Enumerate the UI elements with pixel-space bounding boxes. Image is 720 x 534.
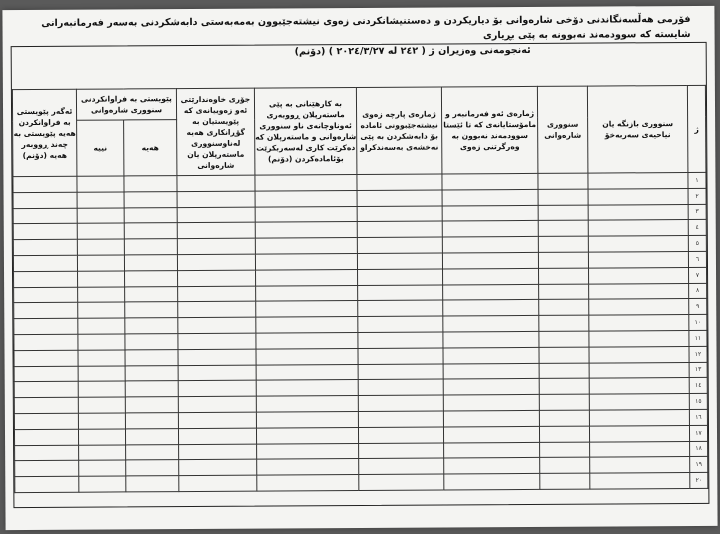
- table-cell[interactable]: [14, 334, 78, 350]
- table-cell[interactable]: [125, 334, 178, 350]
- table-cell[interactable]: [444, 458, 540, 474]
- table-cell[interactable]: [442, 189, 538, 205]
- table-cell[interactable]: [540, 442, 590, 458]
- table-cell[interactable]: [125, 286, 178, 302]
- row-number: ١٧: [689, 425, 707, 441]
- table-cell[interactable]: [588, 220, 688, 236]
- table-cell[interactable]: [255, 206, 357, 222]
- table-cell[interactable]: [178, 317, 256, 333]
- table-row: [15, 473, 708, 493]
- table-cell[interactable]: [255, 190, 357, 206]
- table-cell[interactable]: [79, 476, 126, 492]
- table-cell[interactable]: [13, 176, 77, 192]
- table-cell[interactable]: [443, 426, 539, 442]
- table-cell[interactable]: [588, 188, 688, 204]
- table-cell[interactable]: [357, 190, 442, 206]
- table-cell[interactable]: [357, 253, 442, 269]
- table-cell[interactable]: [78, 318, 125, 334]
- table-cell[interactable]: [125, 381, 178, 397]
- table-cell[interactable]: [78, 429, 125, 445]
- table-cell[interactable]: [357, 237, 442, 253]
- table-cell[interactable]: [589, 315, 689, 331]
- table-cell[interactable]: [588, 251, 688, 267]
- table-cell[interactable]: [539, 315, 589, 331]
- table-cell[interactable]: [15, 461, 79, 477]
- table-cell[interactable]: [177, 254, 255, 270]
- table-cell[interactable]: [14, 350, 78, 366]
- table-cell[interactable]: [15, 445, 79, 461]
- table-cell[interactable]: [540, 473, 590, 489]
- table-cell[interactable]: [442, 237, 538, 253]
- table-cell[interactable]: [539, 363, 589, 379]
- table-cell[interactable]: [78, 271, 125, 287]
- table-cell[interactable]: [358, 316, 443, 332]
- table-cell[interactable]: [126, 444, 179, 460]
- table-cell[interactable]: [13, 192, 77, 208]
- table-cell[interactable]: [442, 173, 538, 189]
- table-cell[interactable]: [77, 255, 124, 271]
- table-cell[interactable]: [358, 379, 443, 395]
- table-cell[interactable]: [443, 410, 539, 426]
- row-number: ٧: [689, 267, 707, 283]
- table-cell[interactable]: [14, 287, 78, 303]
- form-title-line2: ئەنجومەنی وەزیران ژ ( ٢٤٢ لە ٢٠٢٤/٣/٢٧ ) (دۆنم): [294, 44, 531, 58]
- table-cell[interactable]: [256, 269, 358, 285]
- table-cell[interactable]: [588, 172, 688, 188]
- header-municipality: سنووری شارەوانی: [537, 86, 588, 173]
- table-cell[interactable]: [256, 332, 358, 348]
- header-area-needed: ئەگەر پێویستی بە فراوانکردن هەیە پێویستی بە چەند ڕووبەر هەیە (دۆنم): [12, 89, 77, 176]
- table-cell[interactable]: [255, 175, 357, 191]
- table-cell[interactable]: [77, 239, 124, 255]
- table-cell[interactable]: [78, 350, 125, 366]
- table-cell[interactable]: [78, 365, 125, 381]
- table-cell[interactable]: [589, 394, 689, 410]
- row-number: ١٩: [690, 457, 708, 473]
- table-cell[interactable]: [178, 302, 256, 318]
- table-cell[interactable]: [178, 412, 256, 428]
- table-cell[interactable]: [358, 427, 443, 443]
- table-cell[interactable]: [256, 285, 358, 301]
- table-cell[interactable]: [78, 397, 125, 413]
- table-cell[interactable]: [257, 443, 359, 459]
- table-cell[interactable]: [357, 174, 442, 190]
- header-teachers: ژمارەی ئەو فەرمانبەر و مامۆستایانەی کە تا ئێستا سوودمەند نەبوون بە وەرگرتنی زەوی: [441, 86, 538, 174]
- table-cell[interactable]: [443, 379, 539, 395]
- table-cell[interactable]: [124, 191, 177, 207]
- table-cell[interactable]: [124, 176, 177, 192]
- table-cell[interactable]: [14, 303, 78, 319]
- table-cell[interactable]: [443, 316, 539, 332]
- table-cell[interactable]: [177, 207, 255, 223]
- assessment-table: [12, 85, 708, 493]
- table-cell[interactable]: [358, 300, 443, 316]
- table-cell[interactable]: [124, 239, 177, 255]
- table-cell[interactable]: [179, 444, 257, 460]
- table-cell[interactable]: [358, 269, 443, 285]
- row-number: ٤: [688, 220, 706, 236]
- table-cell[interactable]: [443, 268, 539, 284]
- table-cell[interactable]: [539, 426, 589, 442]
- table-cell[interactable]: [77, 176, 124, 192]
- table-cell[interactable]: [125, 428, 178, 444]
- table-cell[interactable]: [538, 205, 588, 221]
- table-cell[interactable]: [178, 349, 256, 365]
- table-cell[interactable]: [539, 378, 589, 394]
- table-cell[interactable]: [78, 302, 125, 318]
- table-cell[interactable]: [255, 253, 357, 269]
- table-cell[interactable]: [444, 474, 540, 490]
- table-cell[interactable]: [124, 207, 177, 223]
- table-cell[interactable]: [125, 349, 178, 365]
- table-cell[interactable]: [178, 396, 256, 412]
- table-cell[interactable]: [179, 475, 257, 491]
- form-frame: [11, 42, 710, 508]
- table-cell[interactable]: [256, 380, 358, 396]
- row-number: ١٠: [689, 315, 707, 331]
- form-title-line1: فۆرمی هەڵسەنگاندنی دۆخی شارەوانی بۆ دیاریکردن و دەستنیشانکردنی زەوی نیشتەجێبوون بەمەبەستی دابەشکردنی بەسەر فەرمانبەرانی شایستە کە سوودمەند نەبوونە بە پێی بڕیاری: [41, 13, 691, 42]
- table-cell[interactable]: [256, 348, 358, 364]
- table-cell[interactable]: [79, 444, 126, 460]
- table-cell[interactable]: [359, 443, 444, 459]
- table-cell[interactable]: [126, 460, 179, 476]
- table-cell[interactable]: [539, 284, 589, 300]
- header-no: نییە: [77, 120, 124, 176]
- table-cell[interactable]: [443, 331, 539, 347]
- header-land-plots: ژمارەی پارچە زەوی نیشتەجێبوونی ئامادە بۆ دابەشکردن بە پێی نەخشەی بەسەندکراو: [356, 87, 442, 175]
- table-cell[interactable]: [358, 364, 443, 380]
- row-number: ١٤: [689, 378, 707, 394]
- row-number: ٥: [688, 236, 706, 252]
- table-cell[interactable]: [256, 396, 358, 412]
- row-number: ١٨: [690, 441, 708, 457]
- row-number: ٨: [689, 283, 707, 299]
- table-cell[interactable]: [358, 285, 443, 301]
- row-number: ٩: [689, 299, 707, 315]
- table-cell[interactable]: [14, 318, 78, 334]
- table-cell[interactable]: [256, 364, 358, 380]
- table-cell[interactable]: [124, 255, 177, 271]
- table-cell[interactable]: [178, 365, 256, 381]
- table-cell[interactable]: [588, 204, 688, 220]
- table-cell[interactable]: [539, 331, 589, 347]
- table-cell[interactable]: [442, 221, 538, 237]
- table-cell[interactable]: [178, 270, 256, 286]
- header-expansion: پێویستی بە فراوانکردنی سنووری شارەوانی: [76, 89, 176, 121]
- table-cell[interactable]: [359, 458, 444, 474]
- table-cell[interactable]: [79, 460, 126, 476]
- header-area: سنووری بازنگە یان نیاحیەی سەربەخۆ: [587, 85, 688, 173]
- table-cell[interactable]: [589, 362, 689, 378]
- table-cell[interactable]: [358, 332, 443, 348]
- table-cell[interactable]: [78, 381, 125, 397]
- table-cell[interactable]: [590, 457, 690, 473]
- table-cell[interactable]: [443, 347, 539, 363]
- table-cell[interactable]: [178, 333, 256, 349]
- form-paper: [2, 6, 717, 530]
- table-cell[interactable]: [15, 476, 79, 492]
- table-cell[interactable]: [14, 271, 78, 287]
- table-cell[interactable]: [178, 286, 256, 302]
- header-number: ژ: [687, 85, 706, 172]
- table-cell[interactable]: [125, 413, 178, 429]
- table-cell[interactable]: [125, 397, 178, 413]
- table-cell[interactable]: [357, 206, 442, 222]
- table-cell[interactable]: [257, 475, 359, 491]
- table-cell[interactable]: [14, 429, 78, 445]
- table-cell[interactable]: [588, 236, 688, 252]
- table-cell[interactable]: [78, 413, 125, 429]
- table-cell[interactable]: [442, 252, 538, 268]
- table-cell[interactable]: [538, 220, 588, 236]
- table-cell[interactable]: [14, 382, 78, 398]
- table-cell[interactable]: [14, 413, 78, 429]
- row-number: ١٥: [689, 394, 707, 410]
- table-cell[interactable]: [14, 397, 78, 413]
- table-cell[interactable]: [177, 191, 255, 207]
- header-yes: هەیە: [124, 120, 177, 176]
- row-number: ٣: [688, 204, 706, 220]
- table-cell[interactable]: [589, 267, 689, 283]
- table-cell[interactable]: [589, 378, 689, 394]
- table-cell[interactable]: [443, 300, 539, 316]
- row-number: ٢٠: [690, 473, 708, 489]
- table-cell[interactable]: [256, 301, 358, 317]
- table-cell[interactable]: [443, 284, 539, 300]
- table-cell[interactable]: [179, 459, 257, 475]
- table-cell[interactable]: [540, 457, 590, 473]
- table-cell[interactable]: [589, 346, 689, 362]
- table-cell[interactable]: [589, 299, 689, 315]
- table-cell[interactable]: [125, 302, 178, 318]
- row-number: ١٣: [689, 362, 707, 378]
- row-number: ١٦: [689, 409, 707, 425]
- table-cell[interactable]: [78, 334, 125, 350]
- table-cell[interactable]: [126, 476, 179, 492]
- table-cell[interactable]: [178, 380, 256, 396]
- table-cell[interactable]: [443, 363, 539, 379]
- table-cell[interactable]: [177, 175, 255, 191]
- row-number: ١١: [689, 330, 707, 346]
- table-cell[interactable]: [538, 236, 588, 252]
- table-cell[interactable]: [539, 299, 589, 315]
- table-cell[interactable]: [177, 223, 255, 239]
- table-cell[interactable]: [178, 428, 256, 444]
- header-ownership: جۆری خاوەندارێتی ئەو زەوییانەی کە پێویستیان بە گۆڕانکاری هەیە لەناوسنووری ماستەرپلان یان شارەوانی: [176, 88, 255, 175]
- table-cell[interactable]: [13, 208, 77, 224]
- table-cell[interactable]: [255, 222, 357, 238]
- table-cell[interactable]: [125, 318, 178, 334]
- table-cell[interactable]: [590, 441, 690, 457]
- row-number: ٦: [688, 251, 706, 267]
- table-cell[interactable]: [444, 442, 540, 458]
- table-cell[interactable]: [589, 283, 689, 299]
- table-cell[interactable]: [358, 411, 443, 427]
- row-number: ٢: [688, 188, 706, 204]
- table-cell[interactable]: [124, 223, 177, 239]
- table-cell[interactable]: [359, 474, 444, 490]
- table-cell[interactable]: [539, 347, 589, 363]
- table-cell[interactable]: [590, 473, 690, 489]
- table-cell[interactable]: [539, 268, 589, 284]
- table-cell[interactable]: [538, 252, 588, 268]
- table-cell[interactable]: [357, 221, 442, 237]
- table-cell[interactable]: [13, 239, 77, 255]
- table-cell[interactable]: [77, 223, 124, 239]
- table-cell[interactable]: [177, 238, 255, 254]
- table-cell[interactable]: [358, 395, 443, 411]
- table-cell[interactable]: [539, 410, 589, 426]
- table-cell[interactable]: [78, 287, 125, 303]
- table-cell[interactable]: [77, 192, 124, 208]
- table-cell[interactable]: [442, 205, 538, 221]
- table-cell[interactable]: [14, 366, 78, 382]
- table-cell[interactable]: [358, 348, 443, 364]
- table-cell[interactable]: [256, 427, 358, 443]
- row-number: ١: [688, 172, 706, 188]
- table-cell[interactable]: [589, 330, 689, 346]
- table-cell[interactable]: [257, 459, 359, 475]
- table-cell[interactable]: [255, 238, 357, 254]
- table-cell[interactable]: [77, 208, 124, 224]
- table-cell[interactable]: [538, 189, 588, 205]
- table-cell[interactable]: [589, 409, 689, 425]
- table-cell[interactable]: [589, 425, 689, 441]
- table-cell[interactable]: [125, 365, 178, 381]
- table-cell[interactable]: [539, 394, 589, 410]
- table-cell[interactable]: [13, 224, 77, 240]
- header-masterplan: بە کارهێنانی بە پێی ماستەرپلان ڕووبەری ئەوناوچانەی ناو سنووری شارەوانی و ماستەرپلان کە دەکرێت کاری لەسەربکرێت بۆئامادەکردن (دۆنم): [254, 88, 357, 176]
- row-number: ١٢: [689, 346, 707, 362]
- table-cell[interactable]: [538, 173, 588, 189]
- table-cell[interactable]: [256, 411, 358, 427]
- table-cell[interactable]: [125, 270, 178, 286]
- table-cell[interactable]: [13, 255, 77, 271]
- table-cell[interactable]: [443, 395, 539, 411]
- table-cell[interactable]: [256, 317, 358, 333]
